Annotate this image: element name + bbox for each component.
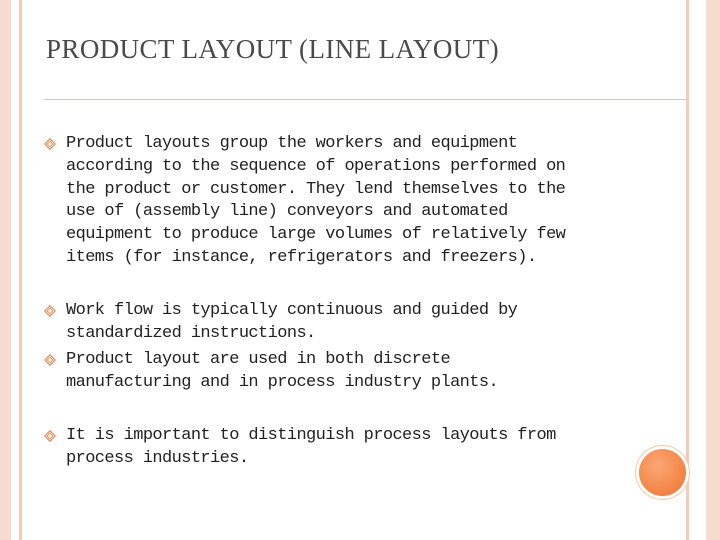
bullet-line: manufacturing and in process industry plants. <box>66 373 499 393</box>
bullet-line: use of (assembly line) conveyors and automated <box>66 202 508 222</box>
bullet-item-1 <box>44 133 644 270</box>
bullet-line: It is important to distinguish process layouts from <box>66 425 556 445</box>
diamond-bullet-icon <box>44 354 56 366</box>
left-border-band <box>0 0 11 540</box>
bullet-item-4 <box>44 425 644 471</box>
diamond-bullet-icon <box>44 430 56 442</box>
bullet-line: equipment to produce large volumes of relatively few <box>66 225 566 245</box>
bullet-list <box>44 133 644 471</box>
bullet-item-2 <box>44 300 644 346</box>
bullet-line: according to the sequence of operations performed on <box>66 156 566 176</box>
bullet-line: process industries. <box>66 448 249 468</box>
bullet-line: standardized instructions. <box>66 323 316 343</box>
bullet-item-3 <box>44 349 644 395</box>
diamond-bullet-icon <box>44 138 56 150</box>
slide-title: PRODUCT LAYOUT (LINE LAYOUT) <box>46 34 499 64</box>
bullet-line: Product layouts group the workers and equipment <box>66 134 518 153</box>
right-border-line <box>686 0 689 540</box>
left-border-line <box>19 0 22 540</box>
bullet-line: the product or customer. They lend themselves to the <box>66 179 566 199</box>
bullet-line: Product layout are used in both discrete <box>66 350 451 370</box>
right-border-band <box>706 0 720 540</box>
bullet-line: items (for instance, refrigerators and freezers). <box>66 247 537 267</box>
diamond-bullet-icon <box>44 305 56 317</box>
bullet-line: Work flow is typically continuous and guided by <box>66 300 518 320</box>
orange-circle-ornament <box>639 449 686 496</box>
title-divider <box>44 99 686 100</box>
